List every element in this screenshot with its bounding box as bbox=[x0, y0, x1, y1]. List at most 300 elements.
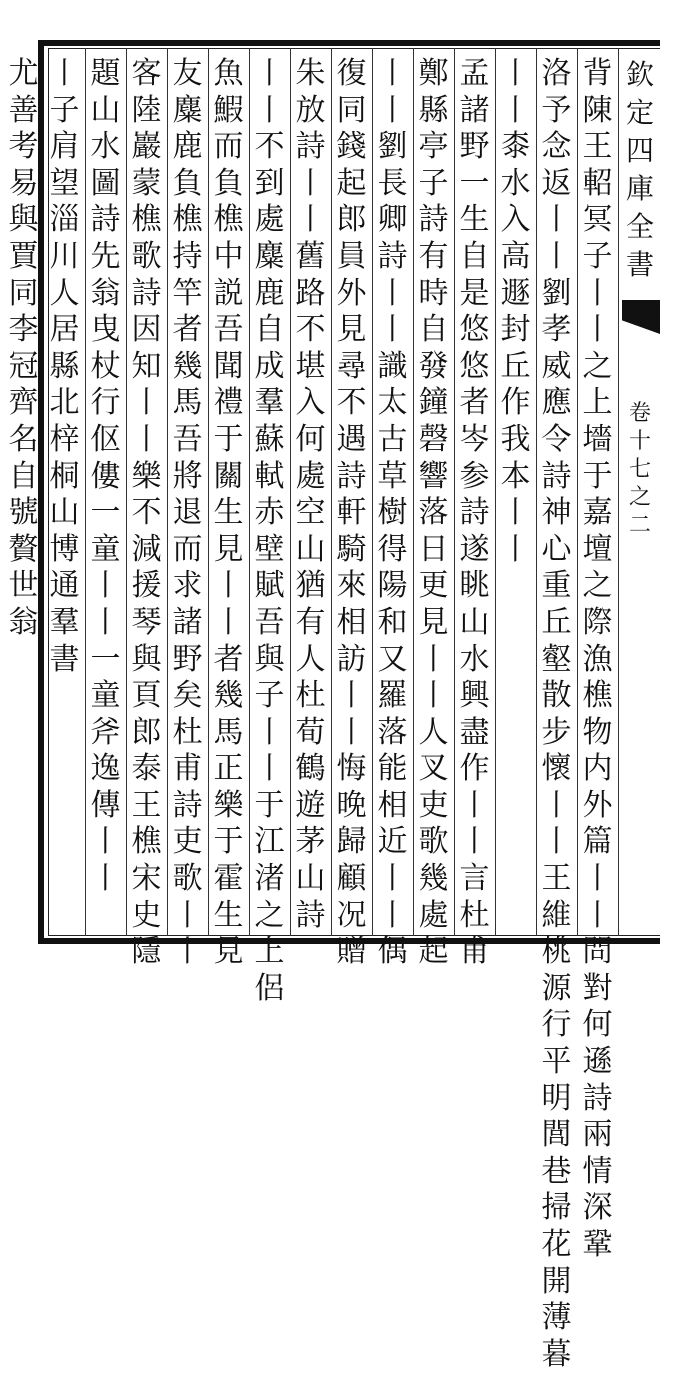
character: 嘉 bbox=[582, 495, 613, 531]
character: 遊 bbox=[295, 787, 326, 823]
character: 復 bbox=[336, 56, 367, 91]
character: 不 bbox=[131, 495, 162, 531]
character: 起 bbox=[418, 934, 449, 970]
character: 人 bbox=[49, 275, 80, 311]
character: 人 bbox=[295, 641, 326, 677]
character: 落 bbox=[377, 714, 408, 750]
character: 鶴 bbox=[295, 751, 326, 787]
character: 詩 bbox=[541, 458, 572, 494]
character: 問 bbox=[582, 934, 613, 970]
character: 丨 bbox=[336, 714, 367, 750]
character: 開 bbox=[541, 1263, 572, 1299]
character: 識 bbox=[377, 348, 408, 384]
character: 諸 bbox=[459, 92, 490, 128]
character: 歸 bbox=[336, 824, 367, 860]
character: 王 bbox=[582, 129, 613, 165]
character: 洛 bbox=[541, 56, 572, 91]
text-column bbox=[328, 56, 375, 970]
character: 丨 bbox=[213, 568, 244, 604]
character: 尋 bbox=[336, 348, 367, 384]
character: 逸 bbox=[90, 751, 121, 787]
character: 援 bbox=[131, 568, 162, 604]
character: 淄 bbox=[49, 202, 80, 238]
juan-number bbox=[622, 400, 658, 540]
character: 丨 bbox=[377, 312, 408, 348]
character: 與 bbox=[131, 641, 162, 677]
character: 背 bbox=[582, 56, 613, 91]
character: 麋 bbox=[172, 92, 203, 128]
character: 悔 bbox=[336, 751, 367, 787]
margin-title-character: 書 bbox=[625, 248, 654, 281]
character: 丘 bbox=[541, 604, 572, 640]
character: 維 bbox=[541, 897, 572, 933]
character: 傳 bbox=[90, 787, 121, 823]
margin-title-character: 欽 bbox=[625, 58, 654, 91]
character: 水 bbox=[500, 165, 531, 201]
character: 聞 bbox=[213, 348, 244, 384]
character: 兩 bbox=[582, 1117, 613, 1153]
character: 杜 bbox=[172, 714, 203, 750]
character: 生 bbox=[459, 202, 490, 238]
character: 晚 bbox=[336, 787, 367, 823]
text-column bbox=[123, 56, 170, 970]
character: 題 bbox=[90, 56, 121, 91]
character: 圖 bbox=[90, 165, 121, 201]
character: 霍 bbox=[213, 861, 244, 897]
character: 退 bbox=[172, 495, 203, 531]
character: 丨 bbox=[541, 202, 572, 238]
character: 處 bbox=[295, 458, 326, 494]
character: 際 bbox=[582, 604, 613, 640]
character: 負 bbox=[172, 165, 203, 201]
character: 丨 bbox=[295, 202, 326, 238]
character: 更 bbox=[418, 568, 449, 604]
character: 説 bbox=[213, 275, 244, 311]
character: 上 bbox=[254, 934, 285, 970]
character: 近 bbox=[377, 824, 408, 860]
character: 放 bbox=[295, 92, 326, 128]
character: 詩 bbox=[295, 129, 326, 165]
character: 野 bbox=[172, 641, 203, 677]
character: 客 bbox=[131, 56, 162, 91]
character: 内 bbox=[582, 751, 613, 787]
character: 見 bbox=[418, 604, 449, 640]
character: 外 bbox=[336, 275, 367, 311]
character: 丨 bbox=[254, 56, 285, 91]
character: 水 bbox=[459, 641, 490, 677]
character: 陳 bbox=[582, 92, 613, 128]
juan-character: 卷 bbox=[628, 401, 651, 426]
margin-title-character: 庫 bbox=[625, 172, 654, 205]
character: 對 bbox=[582, 970, 613, 1006]
character: 参 bbox=[459, 458, 490, 494]
character: 諸 bbox=[172, 604, 203, 640]
character: 王 bbox=[131, 787, 162, 823]
character: 不 bbox=[254, 129, 285, 165]
character: 麋 bbox=[254, 238, 285, 274]
character: 丨 bbox=[131, 385, 162, 421]
character: 詩 bbox=[418, 202, 449, 238]
margin-title-character: 四 bbox=[625, 134, 654, 167]
character: 丨 bbox=[90, 604, 121, 640]
character: 甫 bbox=[172, 751, 203, 787]
character: 自 bbox=[8, 458, 39, 494]
character: 于 bbox=[582, 458, 613, 494]
character: 郎 bbox=[131, 714, 162, 750]
character: 處 bbox=[418, 897, 449, 933]
character: 行 bbox=[541, 1007, 572, 1043]
character: 響 bbox=[418, 458, 449, 494]
character: 梓 bbox=[49, 421, 80, 457]
text-column bbox=[164, 56, 211, 970]
character: 散 bbox=[541, 678, 572, 714]
character: 得 bbox=[377, 531, 408, 567]
character: 禮 bbox=[213, 385, 244, 421]
character: 吏 bbox=[418, 787, 449, 823]
character: 見 bbox=[336, 312, 367, 348]
character: 減 bbox=[131, 531, 162, 567]
character: 曳 bbox=[90, 312, 121, 348]
character: 壑 bbox=[541, 641, 572, 677]
character: 丨 bbox=[90, 861, 121, 897]
character: 侶 bbox=[254, 970, 285, 1006]
character: 薄 bbox=[541, 1300, 572, 1336]
character: 丨 bbox=[418, 678, 449, 714]
character: 桼 bbox=[500, 129, 531, 165]
character: 封 bbox=[500, 312, 531, 348]
character: 情 bbox=[582, 1153, 613, 1189]
character: 樵 bbox=[131, 824, 162, 860]
character: 丨 bbox=[459, 824, 490, 860]
character: 樂 bbox=[131, 458, 162, 494]
character: 亭 bbox=[418, 129, 449, 165]
character: 丨 bbox=[377, 56, 408, 91]
juan-character: 七 bbox=[628, 457, 651, 482]
character: 子 bbox=[582, 238, 613, 274]
character: 山 bbox=[459, 604, 490, 640]
character: 李 bbox=[8, 312, 39, 348]
character: 竿 bbox=[172, 275, 203, 311]
character: 源 bbox=[541, 970, 572, 1006]
character: 之 bbox=[254, 897, 285, 933]
character: 我 bbox=[500, 421, 531, 457]
character: 作 bbox=[500, 385, 531, 421]
character: 墻 bbox=[582, 421, 613, 457]
character: 同 bbox=[336, 92, 367, 128]
character: 王 bbox=[541, 861, 572, 897]
character: 童 bbox=[90, 531, 121, 567]
text-column bbox=[492, 56, 539, 926]
character: 樵 bbox=[582, 678, 613, 714]
character: 賦 bbox=[254, 568, 285, 604]
character: 野 bbox=[459, 129, 490, 165]
character: 盡 bbox=[459, 714, 490, 750]
character: 翁 bbox=[90, 275, 121, 311]
character: 于 bbox=[254, 787, 285, 823]
character: 詩 bbox=[459, 495, 490, 531]
character: 丨 bbox=[541, 824, 572, 860]
character: 叉 bbox=[418, 751, 449, 787]
character: 念 bbox=[541, 129, 572, 165]
character: 人 bbox=[418, 714, 449, 750]
character: 劉 bbox=[377, 129, 408, 165]
character: 書 bbox=[49, 641, 80, 677]
character: 歌 bbox=[418, 824, 449, 860]
character: 賈 bbox=[8, 238, 39, 274]
character: 何 bbox=[295, 421, 326, 457]
character: 草 bbox=[377, 458, 408, 494]
character: 時 bbox=[418, 275, 449, 311]
character: 丨 bbox=[418, 641, 449, 677]
text-column bbox=[369, 56, 416, 970]
character: 本 bbox=[500, 458, 531, 494]
margin-title-character: 定 bbox=[625, 96, 654, 129]
character: 一 bbox=[90, 495, 121, 531]
character: 山 bbox=[49, 495, 80, 531]
character: 郎 bbox=[336, 202, 367, 238]
character: 古 bbox=[377, 421, 408, 457]
character: 日 bbox=[418, 531, 449, 567]
character: 而 bbox=[172, 531, 203, 567]
character: 丨 bbox=[49, 56, 80, 91]
character: 易 bbox=[8, 165, 39, 201]
character: 丨 bbox=[377, 275, 408, 311]
character: 山 bbox=[90, 92, 121, 128]
character: 樹 bbox=[377, 495, 408, 531]
character: 于 bbox=[213, 421, 244, 457]
character: 羣 bbox=[49, 604, 80, 640]
character: 翁 bbox=[8, 604, 39, 640]
character: 僂 bbox=[90, 458, 121, 494]
character: 縣 bbox=[418, 92, 449, 128]
character: 詩 bbox=[377, 238, 408, 274]
character: 齊 bbox=[8, 385, 39, 421]
character: 言 bbox=[459, 861, 490, 897]
character: 丨 bbox=[377, 897, 408, 933]
juan-character: 二 bbox=[628, 513, 651, 538]
character: 丨 bbox=[377, 861, 408, 897]
character: 自 bbox=[418, 312, 449, 348]
character: 猶 bbox=[295, 568, 326, 604]
character: 吾 bbox=[213, 312, 244, 348]
character: 子 bbox=[49, 92, 80, 128]
character: 羣 bbox=[254, 385, 285, 421]
character: 閭 bbox=[541, 1117, 572, 1153]
character: 訪 bbox=[336, 641, 367, 677]
character: 到 bbox=[254, 165, 285, 201]
character: 詩 bbox=[295, 897, 326, 933]
character: 見 bbox=[213, 531, 244, 567]
character: 與 bbox=[254, 641, 285, 677]
character: 丨 bbox=[213, 604, 244, 640]
character: 冥 bbox=[582, 202, 613, 238]
character: 將 bbox=[172, 458, 203, 494]
character: 生 bbox=[213, 897, 244, 933]
character: 偶 bbox=[377, 934, 408, 970]
character: 水 bbox=[90, 129, 121, 165]
character: 羅 bbox=[377, 678, 408, 714]
character: 琴 bbox=[131, 604, 162, 640]
character: 和 bbox=[377, 604, 408, 640]
character: 關 bbox=[213, 458, 244, 494]
character: 贅 bbox=[8, 531, 39, 567]
character: 之 bbox=[582, 568, 613, 604]
character: 丨 bbox=[582, 312, 613, 348]
character: 懷 bbox=[541, 751, 572, 787]
character: 入 bbox=[295, 385, 326, 421]
character: 丨 bbox=[459, 787, 490, 823]
character: 丨 bbox=[90, 824, 121, 860]
character: 應 bbox=[541, 385, 572, 421]
character: 成 bbox=[254, 348, 285, 384]
character: 丨 bbox=[336, 678, 367, 714]
character: 考 bbox=[8, 129, 39, 165]
character: 入 bbox=[500, 202, 531, 238]
text-column bbox=[205, 56, 252, 970]
character: 起 bbox=[336, 165, 367, 201]
character: 卿 bbox=[377, 202, 408, 238]
character: 丨 bbox=[254, 714, 285, 750]
text-column bbox=[451, 56, 498, 970]
character: 茅 bbox=[295, 824, 326, 860]
character: 而 bbox=[213, 129, 244, 165]
character: 丨 bbox=[582, 275, 613, 311]
character: 丨 bbox=[172, 897, 203, 933]
character: 樵 bbox=[172, 202, 203, 238]
character: 正 bbox=[213, 751, 244, 787]
character: 陸 bbox=[131, 92, 162, 128]
character: 童 bbox=[90, 678, 121, 714]
character: 持 bbox=[172, 238, 203, 274]
character: 斧 bbox=[90, 714, 121, 750]
character: 樵 bbox=[213, 202, 244, 238]
character: 尤 bbox=[8, 56, 39, 91]
character: 高 bbox=[500, 238, 531, 274]
character: 縣 bbox=[49, 348, 80, 384]
character: 丨 bbox=[500, 495, 531, 531]
character: 丨 bbox=[500, 92, 531, 128]
character: 來 bbox=[336, 568, 367, 604]
character: 步 bbox=[541, 714, 572, 750]
text-column bbox=[41, 56, 88, 926]
character: 長 bbox=[377, 165, 408, 201]
character: 居 bbox=[49, 312, 80, 348]
character: 暮 bbox=[541, 1336, 572, 1372]
text-column bbox=[574, 56, 621, 1262]
character: 馬 bbox=[172, 385, 203, 421]
character: 子 bbox=[418, 165, 449, 201]
character: 吾 bbox=[172, 421, 203, 457]
character: 丨 bbox=[254, 751, 285, 787]
character: 有 bbox=[418, 238, 449, 274]
character: 况 bbox=[336, 897, 367, 933]
character: 磬 bbox=[418, 421, 449, 457]
character: 上 bbox=[582, 385, 613, 421]
character: 顧 bbox=[336, 861, 367, 897]
character: 有 bbox=[295, 604, 326, 640]
character: 舊 bbox=[295, 238, 326, 274]
character: 樵 bbox=[131, 202, 162, 238]
character: 鄭 bbox=[418, 56, 449, 91]
character: 詩 bbox=[172, 787, 203, 823]
character: 渚 bbox=[254, 861, 285, 897]
juan-character: 十 bbox=[628, 429, 651, 454]
character: 吾 bbox=[254, 604, 285, 640]
character: 者 bbox=[172, 312, 203, 348]
character: 相 bbox=[377, 787, 408, 823]
character: 太 bbox=[377, 385, 408, 421]
character: 錢 bbox=[336, 129, 367, 165]
character: 巖 bbox=[131, 129, 162, 165]
character: 壇 bbox=[582, 531, 613, 567]
character: 歌 bbox=[131, 238, 162, 274]
margin-title-character: 全 bbox=[625, 210, 654, 243]
character: 善 bbox=[8, 92, 39, 128]
character: 丨 bbox=[582, 861, 613, 897]
character: 史 bbox=[131, 897, 162, 933]
character: 路 bbox=[295, 275, 326, 311]
character: 桐 bbox=[49, 458, 80, 494]
character: 遯 bbox=[500, 275, 531, 311]
character: 相 bbox=[336, 604, 367, 640]
character: 鐘 bbox=[418, 385, 449, 421]
character: 軾 bbox=[254, 458, 285, 494]
character: 掃 bbox=[541, 1190, 572, 1226]
character: 荀 bbox=[295, 714, 326, 750]
character: 丨 bbox=[500, 531, 531, 567]
character: 壁 bbox=[254, 531, 285, 567]
character: 一 bbox=[459, 165, 490, 201]
character: 是 bbox=[459, 275, 490, 311]
character: 丨 bbox=[254, 92, 285, 128]
character: 丨 bbox=[541, 787, 572, 823]
character: 丨 bbox=[295, 165, 326, 201]
character: 因 bbox=[131, 312, 162, 348]
character: 幾 bbox=[213, 678, 244, 714]
character: 深 bbox=[582, 1190, 613, 1226]
character: 落 bbox=[418, 495, 449, 531]
character: 同 bbox=[8, 275, 39, 311]
character: 之 bbox=[582, 348, 613, 384]
character: 遜 bbox=[582, 1044, 613, 1080]
character: 樂 bbox=[213, 787, 244, 823]
character: 杜 bbox=[295, 678, 326, 714]
character: 遂 bbox=[459, 531, 490, 567]
character: 冠 bbox=[8, 348, 39, 384]
character: 甫 bbox=[459, 934, 490, 970]
character: 見 bbox=[213, 934, 244, 970]
character: 丨 bbox=[541, 238, 572, 274]
character: 興 bbox=[459, 678, 490, 714]
character: 自 bbox=[459, 238, 490, 274]
character: 肩 bbox=[49, 129, 80, 165]
character: 丨 bbox=[377, 92, 408, 128]
character: 山 bbox=[295, 861, 326, 897]
character: 員 bbox=[336, 238, 367, 274]
text-column bbox=[82, 56, 129, 926]
character: 不 bbox=[295, 312, 326, 348]
character: 者 bbox=[459, 385, 490, 421]
juan-character: 之 bbox=[628, 485, 651, 510]
character: 贈 bbox=[336, 934, 367, 970]
character: 眺 bbox=[459, 568, 490, 604]
character: 神 bbox=[541, 495, 572, 531]
character: 一 bbox=[90, 641, 121, 677]
character: 幾 bbox=[418, 861, 449, 897]
character: 宋 bbox=[131, 861, 162, 897]
character: 丨 bbox=[90, 568, 121, 604]
character: 名 bbox=[8, 421, 39, 457]
